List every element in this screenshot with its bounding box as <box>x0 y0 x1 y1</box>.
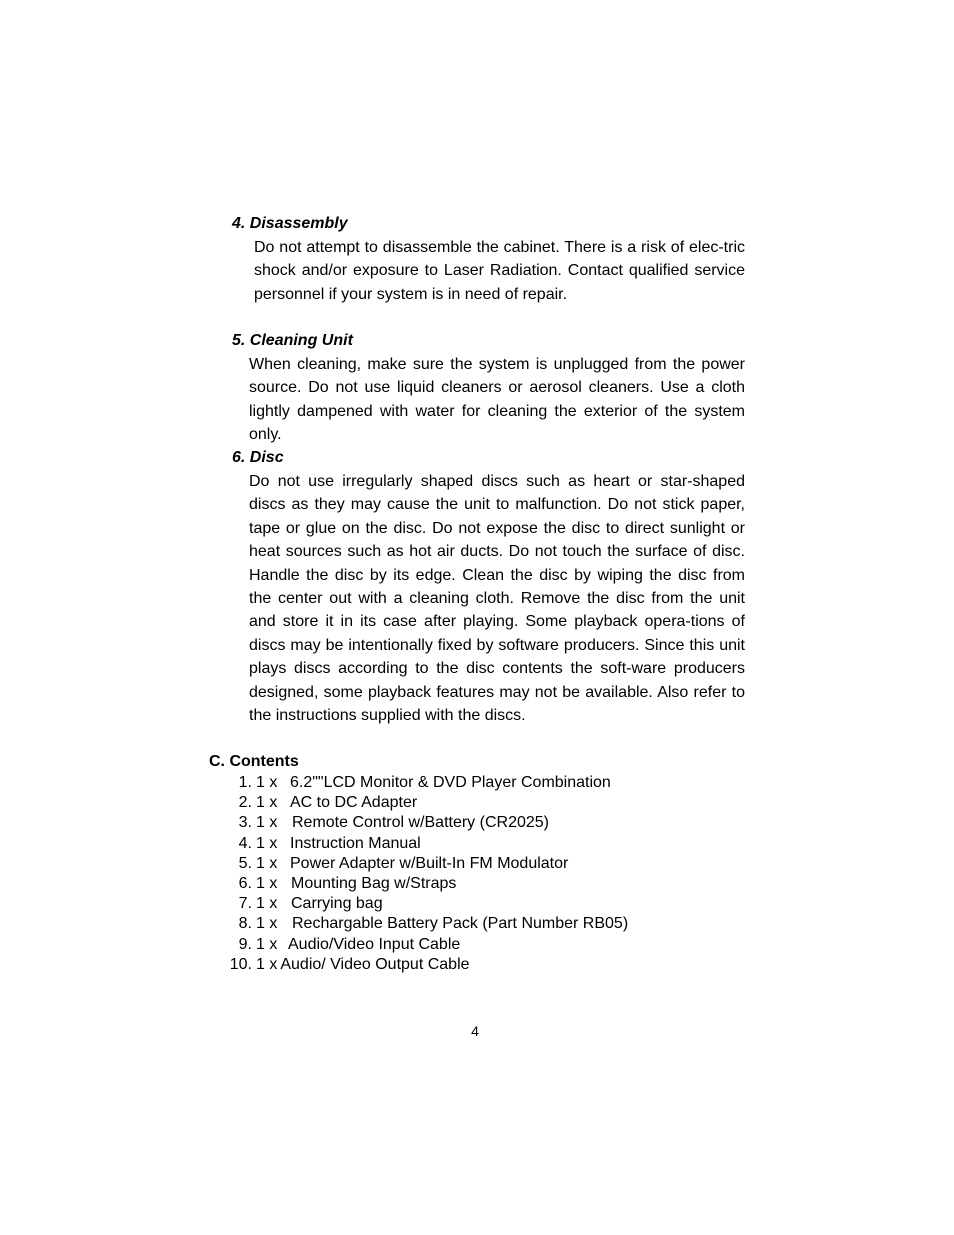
item-description: Remote Control w/Battery (CR2025) <box>292 814 549 832</box>
item-quantity: 1 x <box>256 814 278 832</box>
item-description: Audio/ Video Output Cable <box>280 955 470 973</box>
item-description: Mounting Bag w/Straps <box>291 874 457 892</box>
contents-item <box>220 874 628 894</box>
section-body-disc: Do not use irregularly shaped discs such as heart or star-shaped discs as they may cause the unit to malfunction. Do not stick paper, tape or glue on the disc. Do not expose the disc to direct sunlight or heat sources such as hot air ducts. Do not touch the surface of disc. Handle the disc by its edge. Clean the disc by wiping the disc from the center out with a cleaning cloth. Remove the disc from the unit and store it in its case after playing. Some playback opera-tions of discs may be intentionally fixed by software producers. Since this unit plays discs according to the disc contents the soft-ware producers designed, some playback features may not be available. Also refer to the instructions supplied with the discs. <box>249 473 745 725</box>
item-quantity: 1 x <box>256 935 278 953</box>
item-number: 3. <box>238 814 252 832</box>
item-quantity: 1 x <box>256 774 278 791</box>
page-number: 4 <box>471 1023 479 1039</box>
item-number: 5. <box>238 854 252 872</box>
item-description: Instruction Manual <box>290 834 421 852</box>
item-number: 6. <box>238 874 252 892</box>
item-description: AC to DC Adapter <box>290 794 418 812</box>
item-description: 6.2""LCD Monitor & DVD Player Combination <box>290 774 611 791</box>
contents-item <box>220 935 628 955</box>
item-description: Power Adapter w/Built-In FM Modulator <box>290 854 569 872</box>
contents-heading: C. Contents <box>209 753 299 770</box>
item-number: 4. <box>238 834 252 852</box>
item-description: Rechargable Battery Pack (Part Number RB05) <box>292 915 629 933</box>
section-heading-cleaning-unit: 5. Cleaning Unit <box>232 332 353 349</box>
item-number: 10. <box>229 955 252 973</box>
item-quantity: 1 x <box>256 834 278 852</box>
item-number: 8. <box>238 915 252 933</box>
contents-item <box>220 793 628 813</box>
item-number: 7. <box>238 895 252 913</box>
item-quantity: 1 x <box>256 794 278 812</box>
contents-item <box>220 894 628 914</box>
item-number: 1. <box>238 774 252 791</box>
contents-item <box>220 834 628 854</box>
item-quantity: 1 x <box>256 854 278 872</box>
item-number: 2. <box>238 794 252 812</box>
item-quantity: 1 x <box>256 874 278 892</box>
contents-item <box>220 854 628 874</box>
contents-item <box>220 813 628 833</box>
contents-item <box>220 914 628 934</box>
item-quantity: 1 x <box>256 895 278 913</box>
item-quantity: 1 x <box>256 955 278 973</box>
contents-item <box>220 955 628 975</box>
contents-list <box>220 773 628 975</box>
section-body-disassembly: Do not attempt to disassemble the cabinet. There is a risk of elec-tric shock and/or exposure to Laser Radiation. Contact qualified service personnel if your system is in need of repair. <box>254 239 745 303</box>
item-description: Carrying bag <box>291 895 383 913</box>
contents-item <box>220 773 628 793</box>
section-body-cleaning-unit: When cleaning, make sure the system is unplugged from the power source. Do not use liquid cleaners or aerosol cleaners. Use a cloth lightly dampened with water for cleaning the exterior of the system only. <box>249 356 745 444</box>
section-heading-disassembly: 4. Disassembly <box>232 215 348 232</box>
item-number: 9. <box>238 935 252 953</box>
item-quantity: 1 x <box>256 915 278 933</box>
section-heading-disc: 6. Disc <box>232 449 284 466</box>
item-description: Audio/Video Input Cable <box>288 935 461 953</box>
